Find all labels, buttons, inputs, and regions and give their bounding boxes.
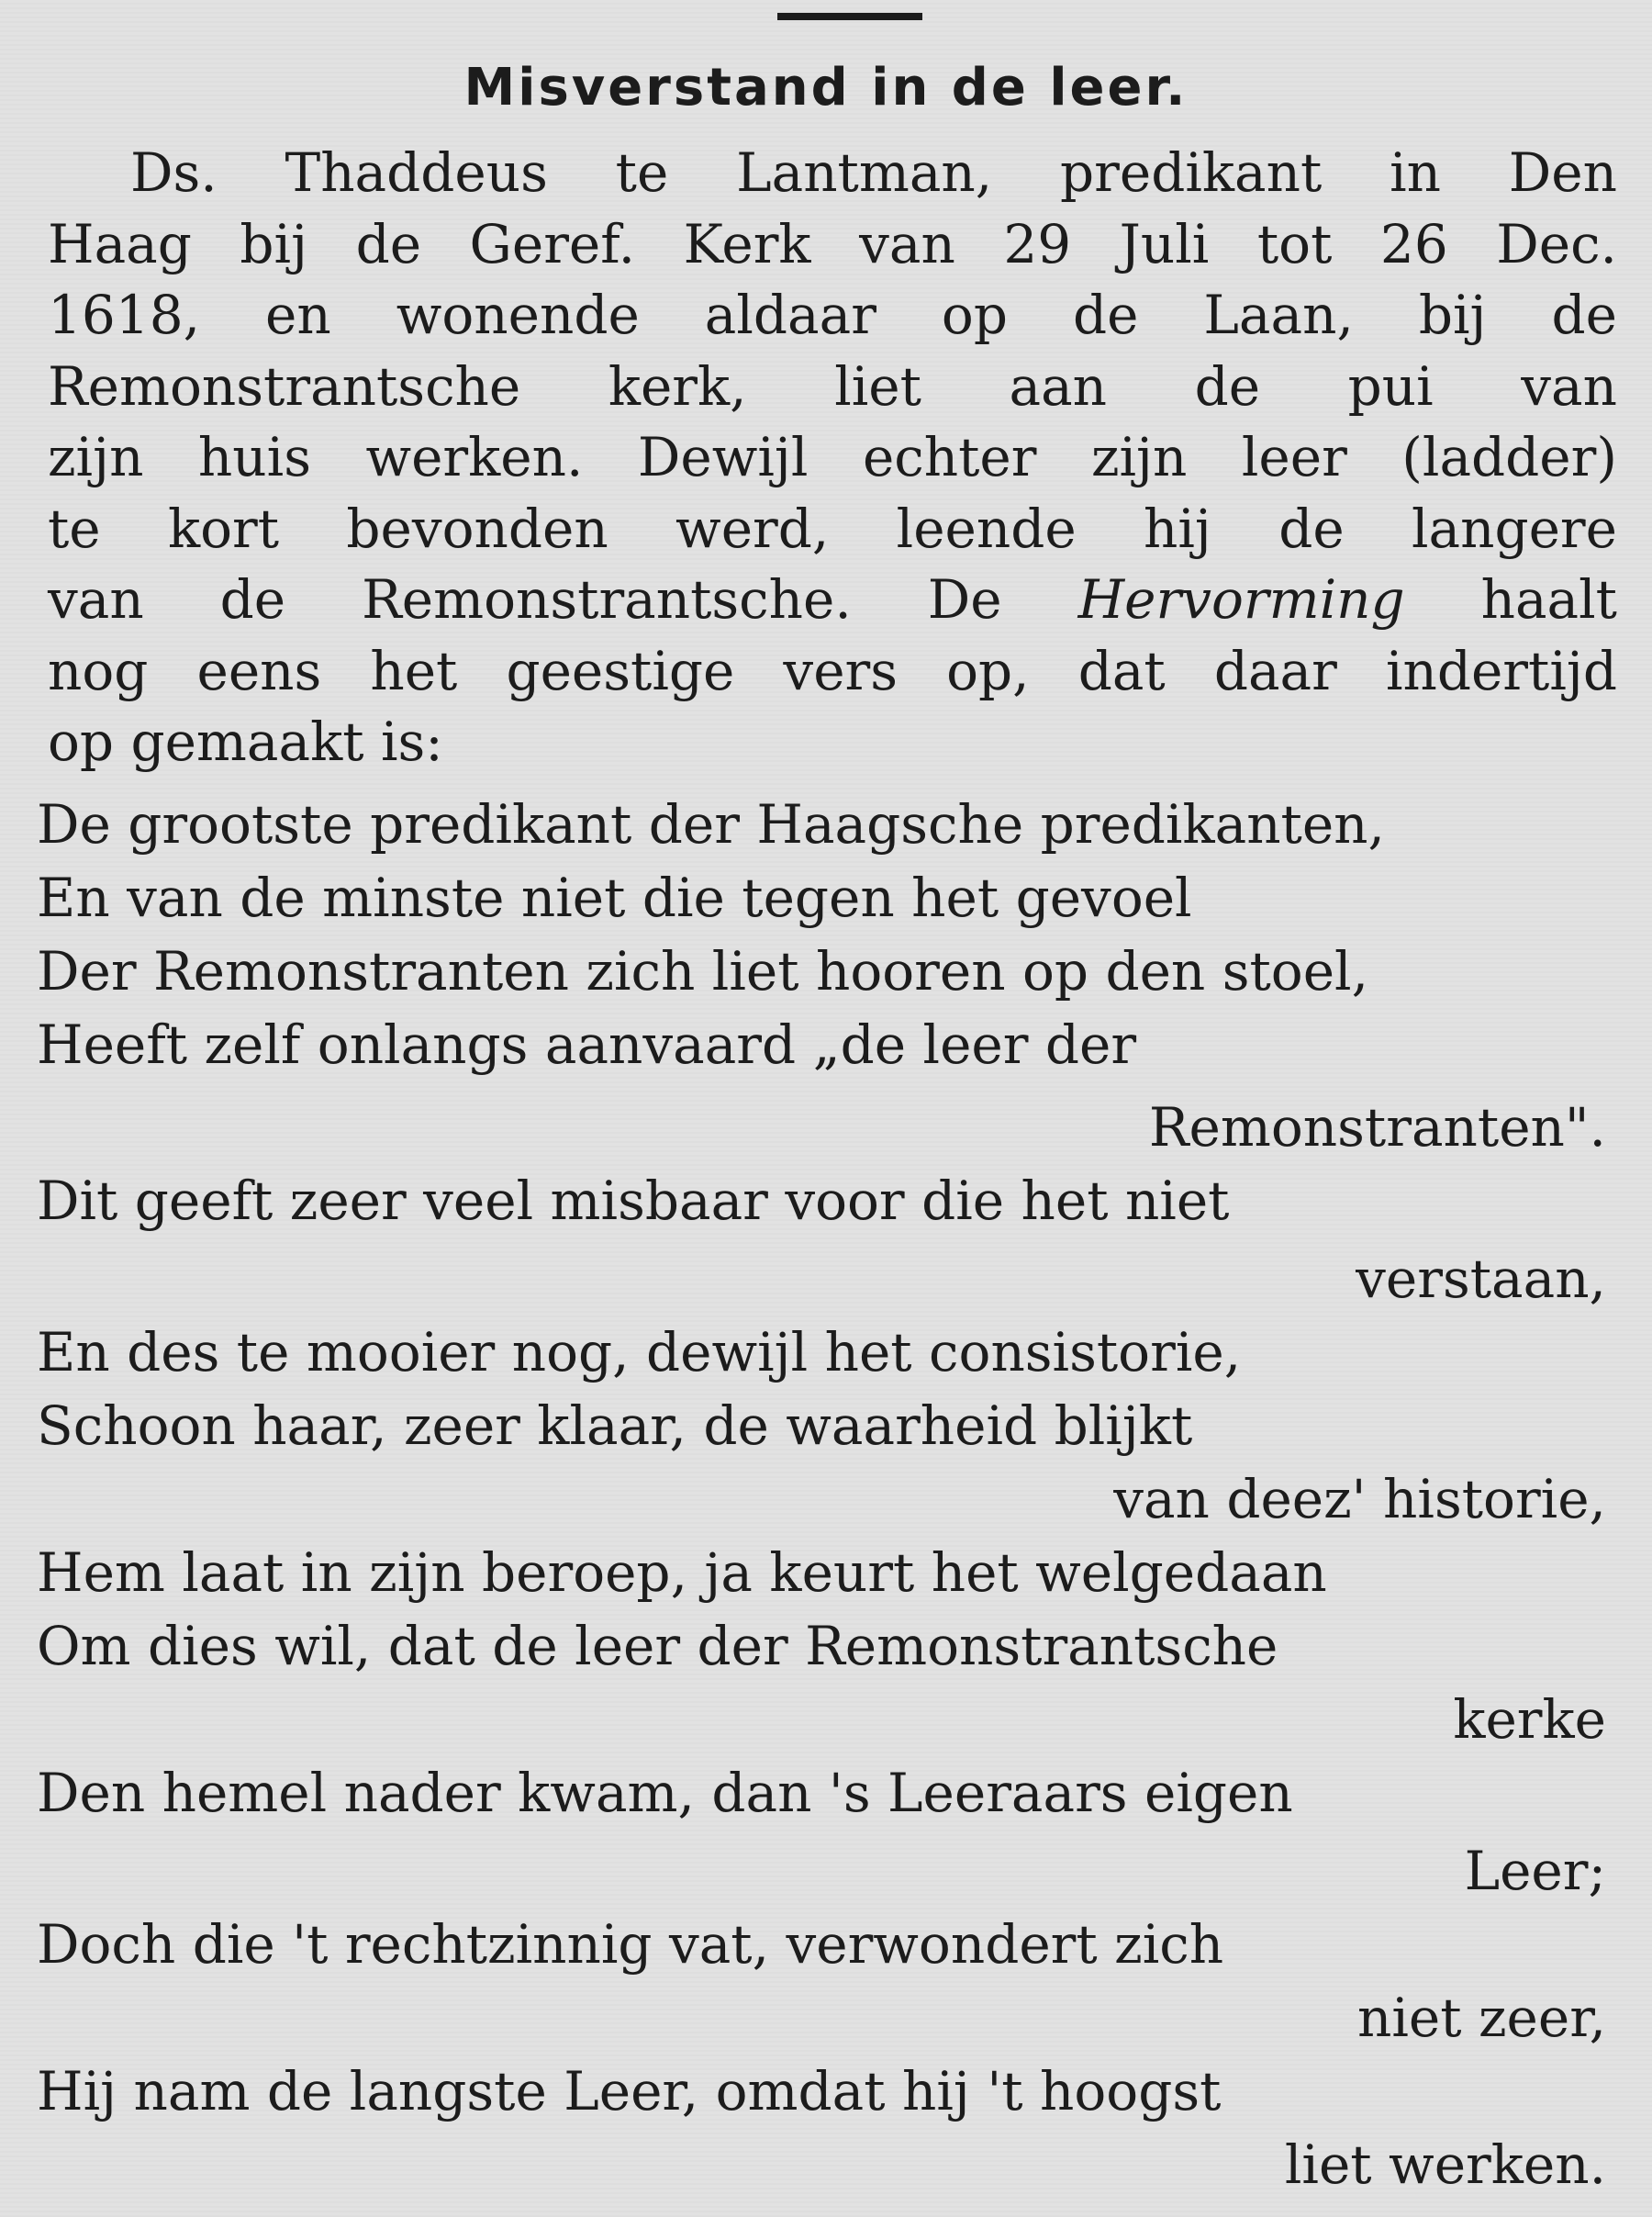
poem-line-12: Hij nam de langste Leer, omdat hij 't hoogst: [37, 2060, 1222, 2122]
prose-line-6: te kort bevonden werd, leende hij de langere: [48, 498, 1617, 560]
prose-line-2: Haag bij de Geref. Kerk van 29 Juli tot 26 Dec.: [48, 213, 1617, 275]
poem-line-3: Der Remonstranten zich liet hooren op den stoel,: [37, 940, 1369, 1002]
poem-line-5-continued: verstaan,: [1356, 1248, 1606, 1310]
prose-line-1: Ds. Thaddeus te Lantman, predikant in Den: [130, 141, 1617, 204]
prose-line-5: zijn huis werken. Dewijl echter zijn leer (ladder): [48, 426, 1617, 488]
newspaper-name-hervorming: Hervorming: [1077, 568, 1405, 631]
poem-line-11: Doch die 't rechtzinnig vat, verwondert zich: [37, 1913, 1224, 1976]
poem-line-4: Heeft zelf onlangs aanvaard „de leer der: [37, 1013, 1137, 1076]
poem-line-9: Om dies wil, dat de leer der Remonstrantsche: [37, 1615, 1278, 1677]
poem-line-2: En van de minste niet die tegen het gevoel: [37, 867, 1192, 929]
prose-line-7: [48, 565, 1617, 634]
poem-line-11-continued: niet zeer,: [1357, 1987, 1606, 2049]
poem-line-5: Dit geeft zeer veel misbaar voor die het niet: [37, 1170, 1230, 1232]
prose-line-7-end: haalt: [1404, 568, 1617, 631]
poem-line-8: Hem laat in zijn beroep, ja keurt het welgedaan: [37, 1541, 1327, 1604]
poem-line-4-continued: Remonstranten".: [1148, 1096, 1606, 1159]
prose-line-9: op gemaakt is:: [48, 711, 443, 773]
article-title: Misverstand in de leer.: [463, 58, 1189, 118]
prose-line-4: Remonstrantsche kerk, liet aan de pui van: [48, 355, 1617, 418]
poem-line-7: Schoon haar, zeer klaar, de waarheid blijkt: [37, 1394, 1193, 1457]
separator-rule: [777, 13, 922, 20]
prose-line-8: nog eens het geestige vers op, dat daar indertijd: [48, 640, 1617, 702]
prose-line-3: 1618, en wonende aldaar op de Laan, bij de: [48, 284, 1617, 346]
poem-line-10-continued: Leer;: [1464, 1840, 1606, 1902]
poem-line-7-continued: van deez' historie,: [1113, 1468, 1606, 1530]
poem-line-12-continued: liet werken.: [1284, 2133, 1606, 2196]
poem-line-1: De grootste predikant der Haagsche predikanten,: [37, 793, 1385, 856]
prose-line-7-start: van de Remonstrantsche. De: [48, 568, 1078, 631]
poem-line-6: En des te mooier nog, dewijl het consistorie,: [37, 1321, 1242, 1383]
poem-line-10: Den hemel nader kwam, dan 's Leeraars eigen: [37, 1762, 1293, 1824]
poem-line-9-continued: kerke: [1453, 1688, 1606, 1751]
